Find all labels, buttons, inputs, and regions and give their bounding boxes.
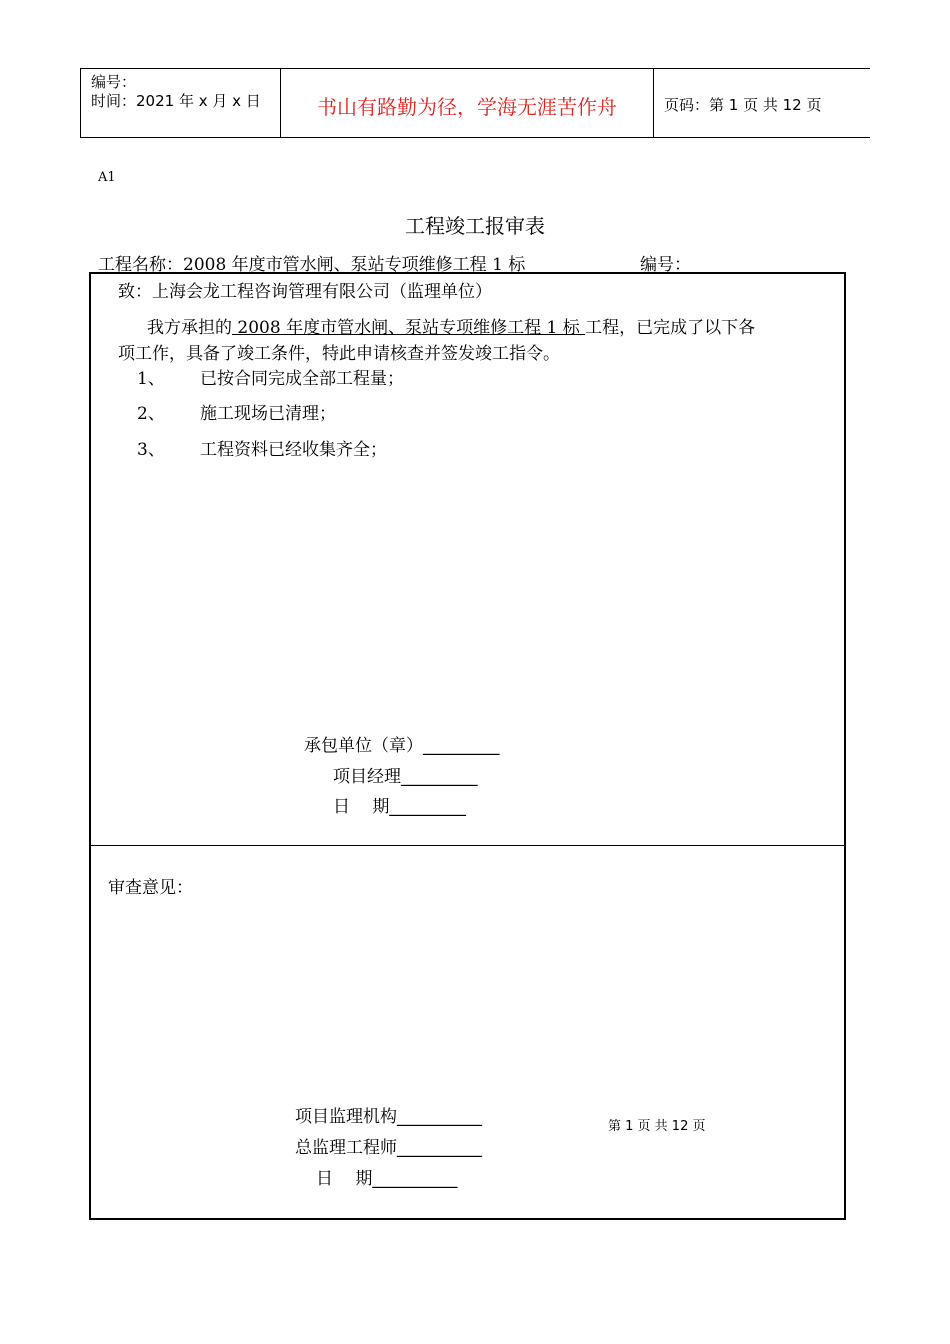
item-3-number: 3、 (137, 440, 165, 460)
chief-engineer-line: 总监理工程师__________ (295, 1138, 482, 1158)
intro-line-2: 项工作，具备了竣工条件，特此申请核查并签发竣工指令。 (118, 344, 560, 364)
header-motto: 书山有路勤为径，学海无涯苦作舟 (317, 95, 617, 119)
item-1-number: 1、 (137, 369, 165, 389)
form-title: 工程竣工报审表 (405, 214, 545, 238)
footer-page-number: 第 1 页 共 12 页 (608, 1119, 706, 1134)
section-divider (89, 845, 846, 846)
item-2-text: 施工现场已清理； (200, 404, 336, 424)
intro-project: 2008 年度市管水闸、泵站专项维修工程 1 标 (232, 318, 586, 338)
contractor-signature-line: 承包单位（章）_________ (304, 736, 500, 756)
item-2-number: 2、 (137, 404, 165, 424)
project-name-label: 工程名称： (98, 255, 183, 275)
form-number-label: 编号： (640, 255, 691, 275)
form-code: A1 (98, 170, 116, 185)
item-3-text: 工程资料已经收集齐全； (200, 440, 387, 460)
review-date-line: 日 期__________ (316, 1169, 458, 1189)
header-page-label: 页码：第 1 页 共 12 页 (664, 96, 822, 114)
header-number-label: 编号： (91, 73, 137, 91)
intro-line-1 (147, 313, 755, 338)
application-date-line: 日 期_________ (333, 797, 466, 817)
supervision-agency-line: 项目监理机构__________ (295, 1107, 482, 1127)
addressee: 致：上海会龙工程咨询管理有限公司（监理单位） (118, 282, 492, 302)
header-page-cell (654, 69, 870, 137)
intro-prefix: 我方承担的 (147, 318, 232, 338)
item-1-text: 已按合同完成全部工程量； (200, 369, 404, 389)
header-time-label: 时间：2021 年 x 月 x 日 (91, 92, 261, 110)
manager-signature-line: 项目经理_________ (333, 767, 478, 787)
header-motto-cell (281, 69, 654, 137)
review-opinion-label: 审查意见： (108, 878, 193, 898)
intro-suffix: 工程，已完成了以下各 (585, 318, 756, 338)
header-table (80, 68, 870, 138)
project-name-value: 2008 年度市管水闸、泵站专项维修工程 1 标 (183, 255, 526, 275)
header-info-cell (80, 69, 281, 137)
